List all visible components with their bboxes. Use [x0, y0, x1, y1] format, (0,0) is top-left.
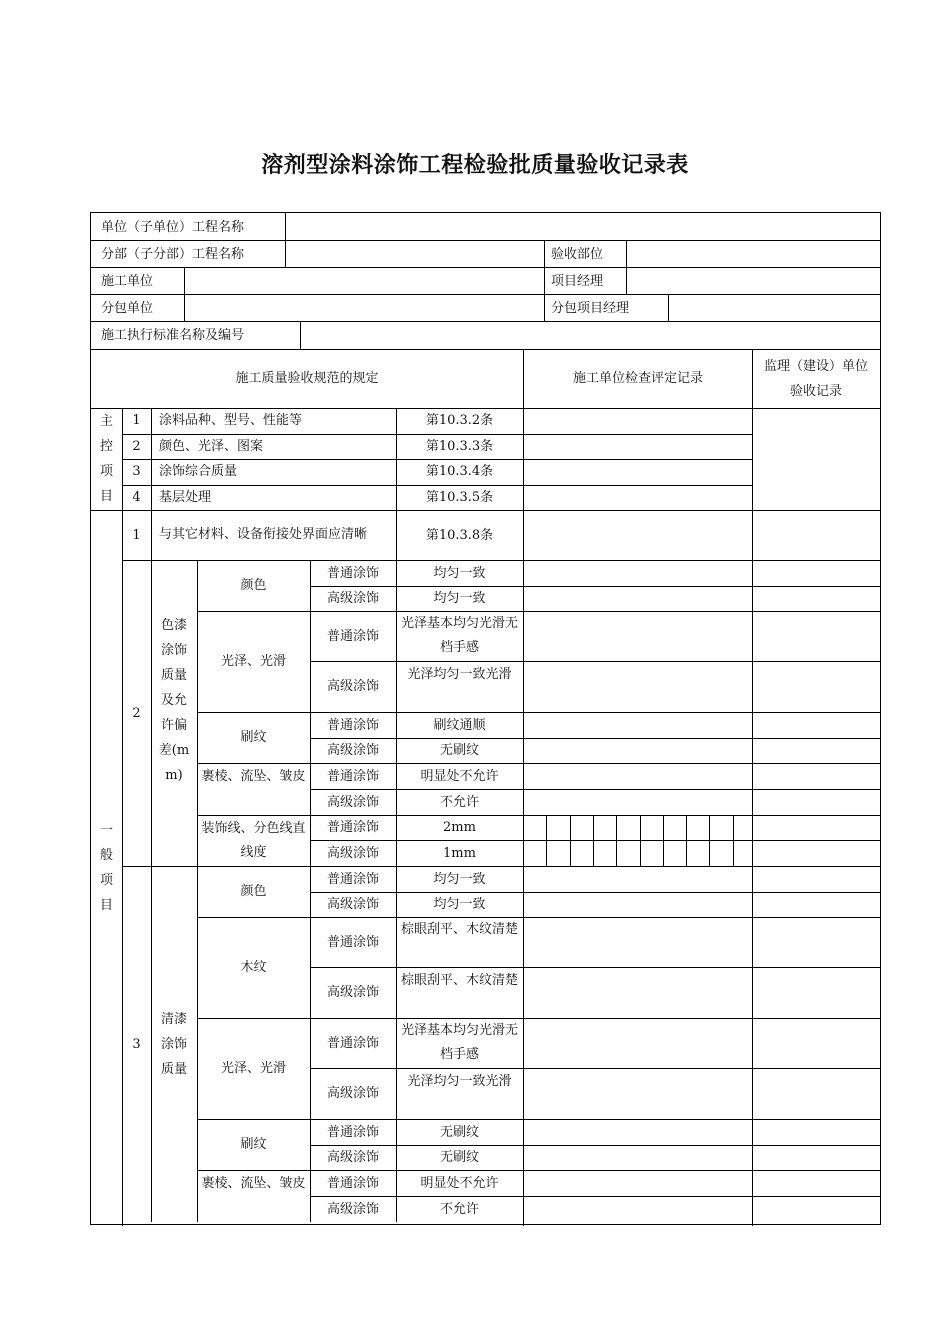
main-item-number: 2	[132, 438, 141, 454]
general-item3-subitem: 颜色	[240, 884, 267, 899]
general-item3-requirement: 均匀一致	[433, 897, 486, 912]
acceptance-record-table	[90, 212, 881, 1225]
general-item2-grade: 普通涂饰	[326, 717, 379, 733]
general-item2-requirement: 光泽基本均匀光滑无档手感	[400, 616, 518, 655]
main-item-text: 基层处理	[159, 489, 212, 505]
general-item2-subitem: 装饰线、分色线直线度	[201, 820, 306, 860]
general-item2-requirement: 无刷纹	[439, 743, 479, 758]
general-item3-requirement: 不允许	[439, 1201, 479, 1217]
general-item2-requirement: 均匀一致	[433, 591, 486, 606]
general-item2-grade: 普通涂饰	[326, 565, 379, 581]
general-item2-requirement: 不允许	[439, 794, 479, 810]
general-item3-grade: 普通涂饰	[326, 1035, 379, 1051]
main-item-clause: 第10.3.5条	[425, 489, 494, 505]
main-item-number: 1	[132, 413, 141, 429]
project-manager-label: 项目经理	[551, 274, 604, 289]
general-item3-subitem: 光泽、光滑	[220, 1061, 286, 1076]
sub-project-manager-label: 分包项目经理	[551, 301, 630, 316]
main-item-number: 3	[132, 464, 141, 480]
general-item3-grade: 高级涂饰	[326, 1201, 379, 1217]
general-item2-number: 2	[132, 705, 141, 721]
general-item3-requirement: 光泽均匀一致光滑	[407, 1073, 512, 1089]
general-item2-subitem: 裹棱、流坠、皱皮	[201, 769, 306, 784]
page-title: 溶剂型涂料涂饰工程检验批质量验收记录表	[261, 153, 689, 178]
main-item-clause: 第10.3.4条	[425, 464, 494, 480]
general-item2-requirement: 明显处不允许	[420, 768, 499, 784]
general-item3-grade: 高级涂饰	[326, 897, 379, 912]
column-contractor-check-header: 施工单位检查评定记录	[572, 371, 703, 386]
general-item3-requirement: 棕眼刮平、木纹清楚	[400, 972, 518, 988]
general-item2-grade: 高级涂饰	[326, 845, 379, 861]
general-item2-grade: 高级涂饰	[326, 679, 379, 694]
contractor-label: 施工单位	[101, 274, 154, 289]
general-item2-requirement: 刷纹通顺	[433, 717, 486, 733]
column-spec-header: 施工质量验收规范的规定	[235, 371, 379, 386]
general-group-label: 一般项目	[99, 823, 113, 913]
general-item3-requirement: 棕眼刮平、木纹清楚	[400, 922, 518, 937]
general-item3-requirement: 均匀一致	[433, 871, 486, 887]
column-supervisor-header: 监理（建设）单位验收记录	[763, 359, 868, 399]
general-item3-requirement: 无刷纹	[439, 1150, 479, 1165]
general-item2-requirement: 2mm	[443, 820, 476, 835]
general-item2-grade: 高级涂饰	[326, 591, 379, 606]
general-item2-requirement: 均匀一致	[433, 565, 486, 581]
general-item3-requirement: 光泽基本均匀光滑无档手感	[400, 1023, 518, 1062]
main-item-text: 颜色、光泽、图案	[159, 438, 264, 454]
main-item-clause: 第10.3.3条	[425, 438, 494, 454]
general-item3-grade: 高级涂饰	[326, 1150, 379, 1165]
main-item-text: 涂料品种、型号、性能等	[159, 413, 303, 429]
general-item3-grade: 高级涂饰	[326, 1086, 379, 1101]
general-item3-requirement: 无刷纹	[439, 1124, 479, 1140]
general-item2-grade: 普通涂饰	[326, 628, 379, 644]
general-item3-subitem: 裹棱、流坠、皱皮	[201, 1176, 306, 1191]
unit-name-label: 单位（子单位）工程名称	[101, 220, 245, 235]
main-item-number: 4	[132, 489, 141, 505]
standard-label: 施工执行标准名称及编号	[101, 328, 245, 343]
general-item2-grade: 高级涂饰	[326, 743, 379, 758]
subunit-name-label: 分部（子分部）工程名称	[101, 247, 245, 262]
general-item2-requirement: 1mm	[443, 845, 476, 861]
subcontractor-label: 分包单位	[101, 301, 154, 316]
general-item1-text: 与其它材料、设备衔接处界面应清晰	[159, 527, 368, 542]
main-control-group-label: 主控项目	[99, 414, 113, 504]
general-item3-subitem: 木纹	[240, 960, 267, 975]
general-item3-grade: 普通涂饰	[326, 1124, 379, 1140]
general-item2-grade: 普通涂饰	[326, 820, 379, 835]
general-item3-subitem: 刷纹	[240, 1137, 267, 1152]
general-item2-grade: 普通涂饰	[326, 768, 379, 784]
general-item3-grade: 普通涂饰	[326, 871, 379, 887]
main-item-text: 涂饰综合质量	[159, 464, 238, 480]
general-item2-subitem: 刷纹	[240, 730, 267, 745]
general-item1-clause: 第10.3.8条	[425, 527, 494, 543]
general-item3-label: 清漆涂饰质量	[160, 1011, 187, 1077]
general-item3-grade: 高级涂饰	[326, 985, 379, 1000]
general-item2-subitem: 光泽、光滑	[220, 654, 286, 669]
general-item2-grade: 高级涂饰	[326, 794, 379, 810]
general-item2-requirement: 光泽均匀一致光滑	[407, 666, 512, 682]
acceptance-part-label: 验收部位	[551, 247, 604, 262]
general-item3-number: 3	[132, 1036, 141, 1052]
main-item-clause: 第10.3.2条	[425, 413, 494, 429]
general-item2-subitem: 颜色	[240, 578, 267, 593]
general-item3-grade: 普通涂饰	[326, 934, 379, 950]
general-item3-requirement: 明显处不允许	[420, 1175, 499, 1191]
general-item3-grade: 普通涂饰	[326, 1175, 379, 1191]
general-item1-number: 1	[132, 527, 141, 543]
general-item2-label: 色漆涂饰质量及允许偏差(mm)	[158, 618, 190, 783]
